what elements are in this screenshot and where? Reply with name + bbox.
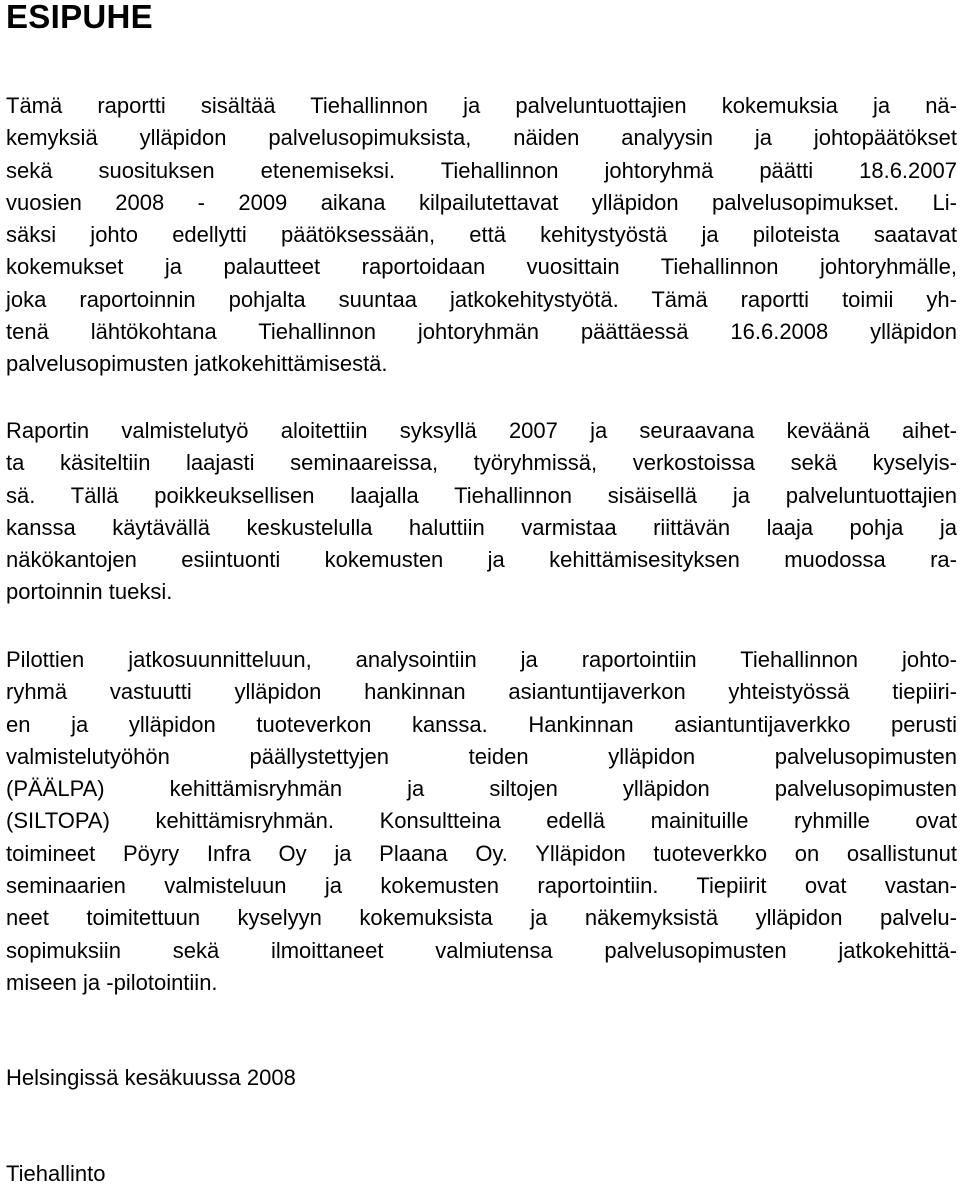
text-line: (PÄÄLPA) kehittämisryhmän ja siltojen ylläpidon palvelusopimusten [6, 776, 957, 802]
text-line: portoinnin tueksi. [6, 579, 173, 605]
text-line: (SILTOPA) kehittämisryhmän. Konsultteina edellä mainituille ryhmille ovat [6, 808, 957, 834]
text-line: palvelusopimusten jatkokehittämisestä. [6, 351, 388, 377]
text-line: sopimuksiin sekä ilmoittaneet valmiutensa palvelusopimusten jatkokehittä- [6, 937, 957, 963]
text-line: ryhmä vastuutti ylläpidon hankinnan asiantuntijaverkon yhteistyössä tiepiiri- [6, 679, 957, 705]
text-line: seminaarien valmisteluun ja kokemusten raportointiin. Tiepiirit ovat vastan- [6, 873, 957, 899]
text-line: sä. Tällä poikkeuksellisen laajalla Tiehallinnon sisäisellä ja palveluntuottajien [6, 482, 957, 508]
text-line: Tämä raportti sisältää Tiehallinnon ja palveluntuottajien kokemuksia ja nä- [6, 93, 957, 118]
text-line: näkökantojen esiintuonti kokemusten ja kehittämisesityksen muodossa ra- [6, 547, 957, 573]
text-line: kanssa käytävällä keskustelulla haluttiin varmistaa riittävän laaja pohja ja [6, 514, 957, 540]
text-line: Pilottien jatkosuunnitteluun, analysointiin ja raportointiin Tiehallinnon johto- [6, 647, 957, 672]
text-line: säksi johto edellytti päätöksessään, että kehitystyöstä ja piloteista saatavat [6, 222, 957, 248]
text-line: neet toimitettuun kyselyyn kokemuksista ja näkemyksistä ylläpidon palvelu- [6, 905, 957, 931]
text-line: vuosien 2008 - 2009 aikana kilpailutettavat ylläpidon palvelusopimukset. Li- [6, 189, 957, 215]
text-line: sekä suosituksen etenemiseksi. Tiehallinnon johtoryhmä päätti 18.6.2007 [6, 157, 957, 183]
place-date: Helsingissä kesäkuussa 2008 [6, 1065, 296, 1090]
paragraph-1 [6, 90, 957, 381]
text-line: miseen ja -pilotointiin. [6, 969, 218, 995]
text-line: Raportin valmistelutyö aloitettiin syksyllä 2007 ja seuraavana keväänä aihet- [6, 418, 957, 443]
signature: Tiehallinto [6, 1161, 106, 1186]
text-line: toimineet Pöyry Infra Oy ja Plaana Oy. Ylläpidon tuoteverkko on osallistunut [6, 840, 957, 866]
text-line: kemyksiä ylläpidon palvelusopimuksista, näiden analyysin ja johtopäätökset [6, 125, 957, 151]
text-line: kokemukset ja palautteet raportoidaan vuosittain Tiehallinnon johtoryhmälle, [6, 254, 957, 280]
text-line: en ja ylläpidon tuoteverkon kanssa. Hankinnan asiantuntijaverkko perusti [6, 711, 957, 737]
page-title: ESIPUHE [6, 0, 153, 35]
text-line: tenä lähtökohtana Tiehallinnon johtoryhmän päättäessä 16.6.2008 ylläpidon [6, 319, 957, 345]
text-line: valmistelutyöhön päällystettyjen teiden ylläpidon palvelusopimusten [6, 743, 957, 769]
paragraph-3 [6, 644, 957, 999]
text-line: joka raportoinnin pohjalta suuntaa jatkokehitystyötä. Tämä raportti toimii yh- [6, 286, 957, 312]
paragraph-2 [6, 415, 957, 609]
text-line: ta käsiteltiin laajasti seminaareissa, työryhmissä, verkostoissa sekä kyselyis- [6, 450, 957, 476]
